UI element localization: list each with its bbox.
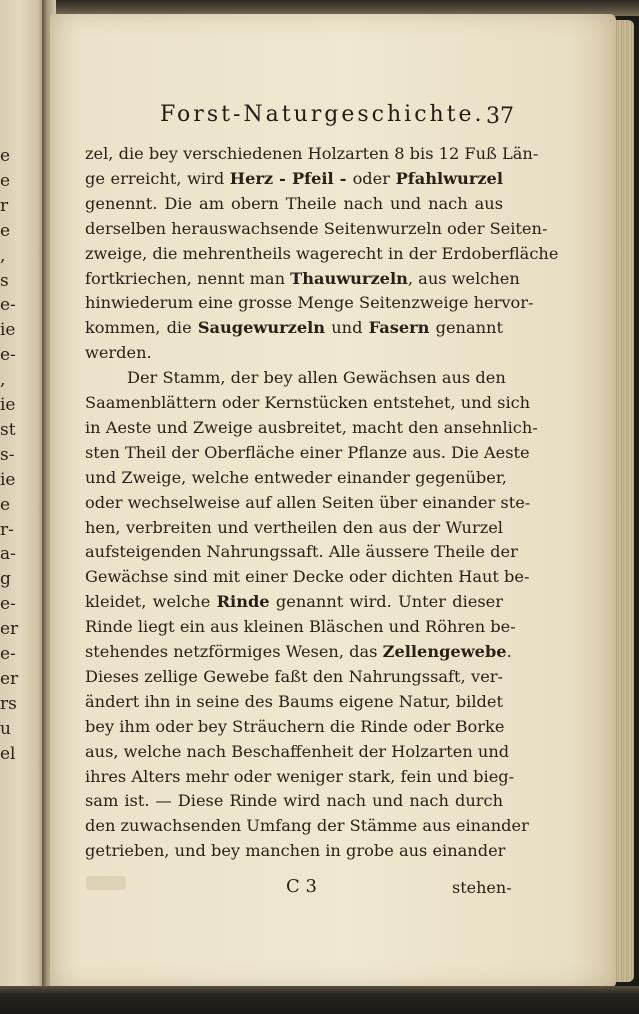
text-line [85,567,530,587]
left-page-fragment: e [0,146,11,166]
text-line [85,841,506,861]
text-run: zweige, die mehrentheils wagerecht in der Erdoberfläche [85,243,559,263]
signature-mark: C 3 [286,876,317,897]
text-line [85,467,507,487]
text-line [85,517,503,537]
text-line [85,345,503,361]
text-line [127,368,506,388]
text-run: genannt [429,318,503,338]
running-head: Forst-Naturgeschichte. [160,102,485,127]
left-page-fragment: e- [0,594,16,615]
left-page-fragment: e [0,170,11,191]
left-page-fragment: e [0,220,11,241]
text-line [85,268,520,288]
faint-stain [86,876,126,890]
text-run: genennt. Die am obern Theile nach und nach aus [85,193,503,213]
left-page-fragment: st [0,419,16,440]
emphasized-term: Thauwurzeln [290,268,408,288]
text-run: ändert ihn in seine des Baums eigene Natur, bildet [85,691,503,711]
left-page-fragment: e- [0,295,16,316]
text-run: ge erreicht, wird [85,168,230,188]
text-line [85,218,548,238]
text-run: zel, die bey verschiedenen Holzarten 8 bis 12 Fuß Län- [85,144,539,163]
text-run: werden. [85,343,152,363]
text-run: kommen, die [85,318,198,338]
text-line [85,816,529,836]
text-run: , aus welchen [407,268,520,288]
text-run: sten Theil der Oberfläche einer Pflanze aus. Die Aeste [85,442,530,462]
left-page-fragment: ie [0,320,16,341]
text-run: aus, welche nach Beschaffenheit der Holzarten und [85,741,510,761]
emphasized-term: Saugewurzeln [197,318,326,338]
text-run: fortkriechen, nennt man [85,268,291,288]
text-line [85,642,512,661]
left-page-fragment: ie [0,395,16,415]
left-page-fragment: r- [0,519,14,540]
left-page-fragment: s- [0,444,15,465]
left-page-fragment: u [0,718,11,739]
text-line [85,793,503,809]
text-run: . [506,642,512,661]
text-run: ihres Alters mehr oder weniger stark, fein und bieg- [85,766,515,786]
text-line [85,144,539,163]
text-line [85,320,503,336]
text-run: Saamenblättern oder Kernstücken entstehet, und sich [85,393,531,412]
text-line [85,492,531,512]
text-line [85,442,530,462]
text-run: Der Stamm, der bey allen Gewächsen aus den [127,368,506,388]
text-run: oder wechselweise auf allen Seiten über einander ste- [85,492,531,512]
emphasized-term: Herz - Pfeil - [229,168,353,188]
text-run: hinwiederum eine grosse Menge Seitenzweige hervor- [85,293,534,313]
text-line [85,594,503,610]
text-run: und Zweige, welche entweder einander gegenüber, [85,467,507,487]
left-page-fragment: rs [0,693,17,714]
left-page-fragment: ie [0,469,16,490]
text-run: sam ist. — Diese Rinde wird nach und nach durch [85,791,503,811]
text-run: oder [352,168,396,188]
text-run: Rinde liegt ein aus kleinen Bläschen und Röhren be- [85,617,516,637]
left-page-fragment: , [0,370,6,391]
text-run: hen, verbreiten und vertheilen den aus der Wurzel [85,517,503,537]
text-run: stehendes netzförmiges Wesen, das [85,642,383,661]
text-run: Dieses zellige Gewebe faßt den Nahrungssaft, ver- [85,666,503,686]
emphasized-term: Zellengewebe [382,642,507,661]
text-line [85,293,534,313]
left-page-fragment: e [0,494,11,515]
left-page-fragment: , [0,245,6,266]
text-run: den zuwachsenden Umfang der Stämme aus einander [85,816,529,836]
left-page-fragment: e- [0,644,16,664]
text-run: derselben herauswachsende Seitenwurzeln oder Seiten- [85,218,548,238]
left-page-fragment: g [0,569,11,590]
text-run: bey ihm oder bey Sträuchern die Rinde oder Borke [85,716,505,736]
text-line [85,766,515,786]
emphasized-term: Pfahlwurzel [395,168,503,188]
text-line [85,393,531,412]
text-line [85,691,503,711]
left-page-fragment: er [0,668,19,689]
catchword: stehen- [452,878,512,897]
text-run: aufsteigenden Nahrungssaft. Alle äussere Theile der [85,542,518,562]
left-page-fragment: el [0,743,16,764]
text-line [85,417,538,437]
left-page-fragment: e- [0,345,16,366]
left-page-fragment: er [0,619,19,640]
emphasized-term: Rinde [216,592,270,612]
text-run: genannt wird. Unter dieser [269,592,504,612]
bottom-edge-shadow [0,986,639,1014]
text-run: Gewächse sind mit einer Decke oder dichten Haut be- [85,567,530,587]
text-line [85,168,503,188]
emphasized-term: Fasern [368,318,430,338]
text-run: kleidet, welche [85,592,217,612]
text-line [85,666,503,686]
text-line [85,243,559,263]
text-line [85,542,518,562]
text-line [85,741,510,761]
text-run: getrieben, und bey manchen in grobe aus einander [85,841,506,861]
left-page-fragment: a- [0,544,16,565]
text-line [85,716,505,736]
text-run: und [325,318,369,338]
page-number: 37 [486,104,514,129]
text-line [85,617,516,637]
text-line [85,193,503,213]
left-page-fragment: s [0,270,9,291]
left-page-fragment: r [0,195,9,216]
text-run: in Aeste und Zweige ausbreitet, macht den ansehnlich- [85,417,538,437]
